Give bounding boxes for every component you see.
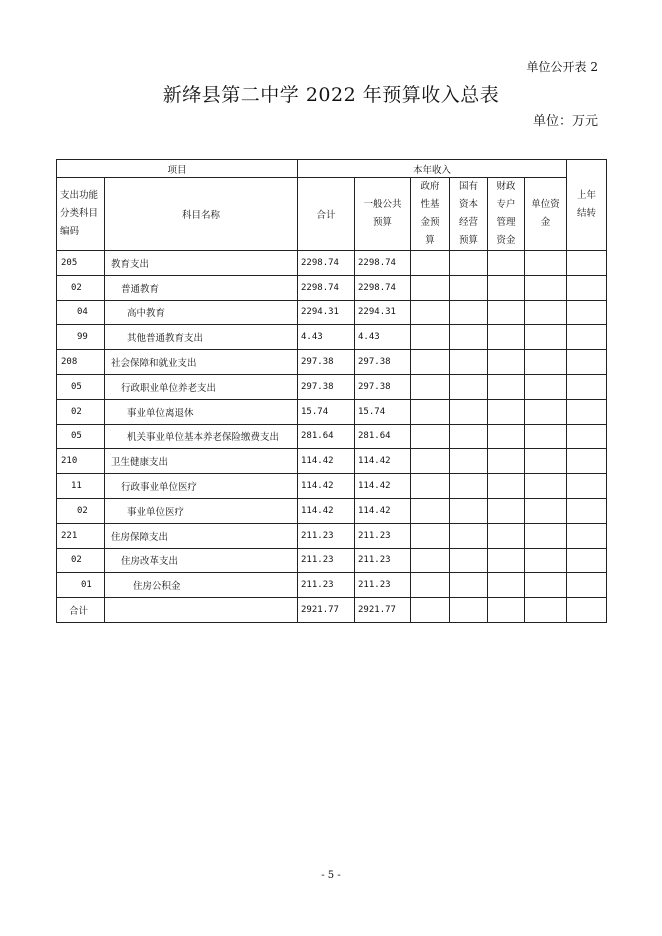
row-name: 高中教育 <box>105 300 298 325</box>
table-row <box>57 399 607 424</box>
row-unit-fund <box>525 251 567 276</box>
table-row <box>57 374 607 399</box>
row-unit-fund <box>525 573 567 598</box>
page-title: 新绛县第二中学 2022 年预算收入总表 <box>162 84 500 106</box>
row-code: 221 <box>57 523 105 548</box>
total-state-capital <box>450 598 488 623</box>
unit-label: 单位：万元 <box>532 114 598 129</box>
budget-income-table <box>56 159 607 623</box>
row-unit-fund <box>525 374 567 399</box>
row-special-fund <box>488 251 525 276</box>
header-state-capital <box>450 178 488 251</box>
row-gov-fund <box>411 523 450 548</box>
header-code-text: 支出功能分类科目编码 <box>60 190 99 237</box>
row-name: 普通教育 <box>105 275 298 300</box>
table-row <box>57 523 607 548</box>
total-general: 2921.77 <box>355 598 411 623</box>
header-project: 项目 <box>57 160 298 178</box>
row-special-fund <box>488 424 525 449</box>
row-unit-fund <box>525 474 567 499</box>
row-name: 卫生健康支出 <box>105 449 298 474</box>
row-unit-fund <box>525 399 567 424</box>
row-special-fund <box>488 548 525 573</box>
table-row <box>57 350 607 375</box>
row-name: 社会保障和就业支出 <box>105 350 298 375</box>
row-general: 211.23 <box>355 573 411 598</box>
row-code: 208 <box>57 350 105 375</box>
header-gov-fund <box>411 178 450 251</box>
header-code <box>57 178 105 251</box>
row-total: 2298.74 <box>298 275 355 300</box>
row-gov-fund <box>411 498 450 523</box>
row-code: 11 <box>57 474 105 499</box>
row-state-capital <box>450 424 488 449</box>
row-state-capital <box>450 374 488 399</box>
row-state-capital <box>450 474 488 499</box>
row-carryover <box>567 399 607 424</box>
row-gov-fund <box>411 474 450 499</box>
row-general: 281.64 <box>355 424 411 449</box>
row-general: 2298.74 <box>355 275 411 300</box>
row-gov-fund <box>411 275 450 300</box>
row-unit-fund <box>525 350 567 375</box>
total-sum: 2921.77 <box>298 598 355 623</box>
header-row-1 <box>57 160 607 178</box>
row-code: 02 <box>57 548 105 573</box>
row-carryover <box>567 498 607 523</box>
row-code: 99 <box>57 325 105 350</box>
row-carryover <box>567 251 607 276</box>
table-row <box>57 325 607 350</box>
row-general: 15.74 <box>355 399 411 424</box>
row-carryover <box>567 325 607 350</box>
header-general-budget <box>355 178 411 251</box>
row-carryover <box>567 573 607 598</box>
row-total: 281.64 <box>298 424 355 449</box>
row-gov-fund <box>411 548 450 573</box>
row-special-fund <box>488 523 525 548</box>
row-unit-fund <box>525 275 567 300</box>
row-state-capital <box>450 523 488 548</box>
header-prev-year-carryover <box>567 160 607 251</box>
row-name: 教育支出 <box>105 251 298 276</box>
header-current-year-income: 本年收入 <box>298 160 567 178</box>
row-special-fund <box>488 449 525 474</box>
total-carryover <box>567 598 607 623</box>
row-code: 05 <box>57 374 105 399</box>
row-general: 297.38 <box>355 374 411 399</box>
row-total: 4.43 <box>298 325 355 350</box>
row-unit-fund <box>525 424 567 449</box>
row-unit-fund <box>525 300 567 325</box>
row-carryover <box>567 275 607 300</box>
row-special-fund <box>488 350 525 375</box>
row-carryover <box>567 523 607 548</box>
total-label: 合计 <box>57 598 105 623</box>
table-row <box>57 251 607 276</box>
row-state-capital <box>450 498 488 523</box>
row-state-capital <box>450 449 488 474</box>
row-total: 114.42 <box>298 449 355 474</box>
row-total: 297.38 <box>298 350 355 375</box>
row-general: 114.42 <box>355 474 411 499</box>
row-state-capital <box>450 325 488 350</box>
row-carryover <box>567 424 607 449</box>
table-row <box>57 275 607 300</box>
row-special-fund <box>488 399 525 424</box>
row-code: 04 <box>57 300 105 325</box>
row-total: 297.38 <box>298 374 355 399</box>
row-state-capital <box>450 573 488 598</box>
row-unit-fund <box>525 523 567 548</box>
header-row-2 <box>57 178 607 251</box>
header-prev-year-carryover-text: 上年结转 <box>577 190 597 219</box>
row-gov-fund <box>411 325 450 350</box>
row-general: 297.38 <box>355 350 411 375</box>
row-code: 210 <box>57 449 105 474</box>
header-state-capital-text: 国有资本经营预算 <box>459 181 479 246</box>
row-code: 205 <box>57 251 105 276</box>
row-state-capital <box>450 251 488 276</box>
header-unit-fund <box>525 178 567 251</box>
row-special-fund <box>488 374 525 399</box>
row-name: 行政事业单位医疗 <box>105 474 298 499</box>
row-gov-fund <box>411 374 450 399</box>
row-carryover <box>567 374 607 399</box>
page-number: - 5 - <box>321 870 341 881</box>
row-name: 住房公积金 <box>105 573 298 598</box>
row-general: 4.43 <box>355 325 411 350</box>
row-code: 02 <box>57 399 105 424</box>
row-unit-fund <box>525 325 567 350</box>
row-total: 211.23 <box>298 523 355 548</box>
row-total: 2298.74 <box>298 251 355 276</box>
row-special-fund <box>488 474 525 499</box>
row-special-fund <box>488 275 525 300</box>
row-code: 02 <box>57 498 105 523</box>
row-name: 事业单位医疗 <box>105 498 298 523</box>
header-name: 科目名称 <box>105 178 298 251</box>
table-row <box>57 498 607 523</box>
row-total: 2294.31 <box>298 300 355 325</box>
row-name: 住房保障支出 <box>105 523 298 548</box>
row-carryover <box>567 474 607 499</box>
row-unit-fund <box>525 449 567 474</box>
total-unit-fund <box>525 598 567 623</box>
table-row <box>57 300 607 325</box>
row-gov-fund <box>411 449 450 474</box>
row-name: 机关事业单位基本养老保险缴费支出 <box>105 424 298 449</box>
row-gov-fund <box>411 350 450 375</box>
table-row <box>57 449 607 474</box>
row-general: 211.23 <box>355 548 411 573</box>
row-general: 211.23 <box>355 523 411 548</box>
table-row <box>57 424 607 449</box>
header-special-fund-text: 财政专户管理资金 <box>496 181 516 246</box>
row-carryover <box>567 449 607 474</box>
total-gov-fund <box>411 598 450 623</box>
row-total: 114.42 <box>298 498 355 523</box>
row-gov-fund <box>411 399 450 424</box>
row-carryover <box>567 350 607 375</box>
row-total: 114.42 <box>298 474 355 499</box>
row-state-capital <box>450 548 488 573</box>
table-row <box>57 573 607 598</box>
row-code: 05 <box>57 424 105 449</box>
header-special-fund <box>488 178 525 251</box>
header-gov-fund-text: 政府性基金预算 <box>420 181 440 246</box>
row-gov-fund <box>411 251 450 276</box>
row-general: 2294.31 <box>355 300 411 325</box>
header-total: 合计 <box>298 178 355 251</box>
row-carryover <box>567 300 607 325</box>
table-row <box>57 548 607 573</box>
row-name: 行政职业单位养老支出 <box>105 374 298 399</box>
row-total: 211.23 <box>298 573 355 598</box>
row-unit-fund <box>525 548 567 573</box>
header-unit-fund-text: 单位资金 <box>531 199 560 228</box>
row-state-capital <box>450 399 488 424</box>
total-name-empty <box>105 598 298 623</box>
total-special-fund <box>488 598 525 623</box>
row-gov-fund <box>411 424 450 449</box>
row-special-fund <box>488 498 525 523</box>
row-special-fund <box>488 573 525 598</box>
row-special-fund <box>488 325 525 350</box>
row-code: 02 <box>57 275 105 300</box>
row-total: 15.74 <box>298 399 355 424</box>
table-row <box>57 474 607 499</box>
row-unit-fund <box>525 498 567 523</box>
row-gov-fund <box>411 300 450 325</box>
row-name: 其他普通教育支出 <box>105 325 298 350</box>
row-gov-fund <box>411 573 450 598</box>
row-general: 114.42 <box>355 449 411 474</box>
row-general: 114.42 <box>355 498 411 523</box>
row-state-capital <box>450 350 488 375</box>
row-name: 事业单位离退休 <box>105 399 298 424</box>
total-row <box>57 598 607 623</box>
row-state-capital <box>450 300 488 325</box>
header-general-budget-text: 一般公共预算 <box>363 199 402 228</box>
row-general: 2298.74 <box>355 251 411 276</box>
row-code: 01 <box>57 573 105 598</box>
row-carryover <box>567 548 607 573</box>
row-name: 住房改革支出 <box>105 548 298 573</box>
row-total: 211.23 <box>298 548 355 573</box>
row-state-capital <box>450 275 488 300</box>
row-special-fund <box>488 300 525 325</box>
page-label: 单位公开表 2 <box>526 60 598 74</box>
